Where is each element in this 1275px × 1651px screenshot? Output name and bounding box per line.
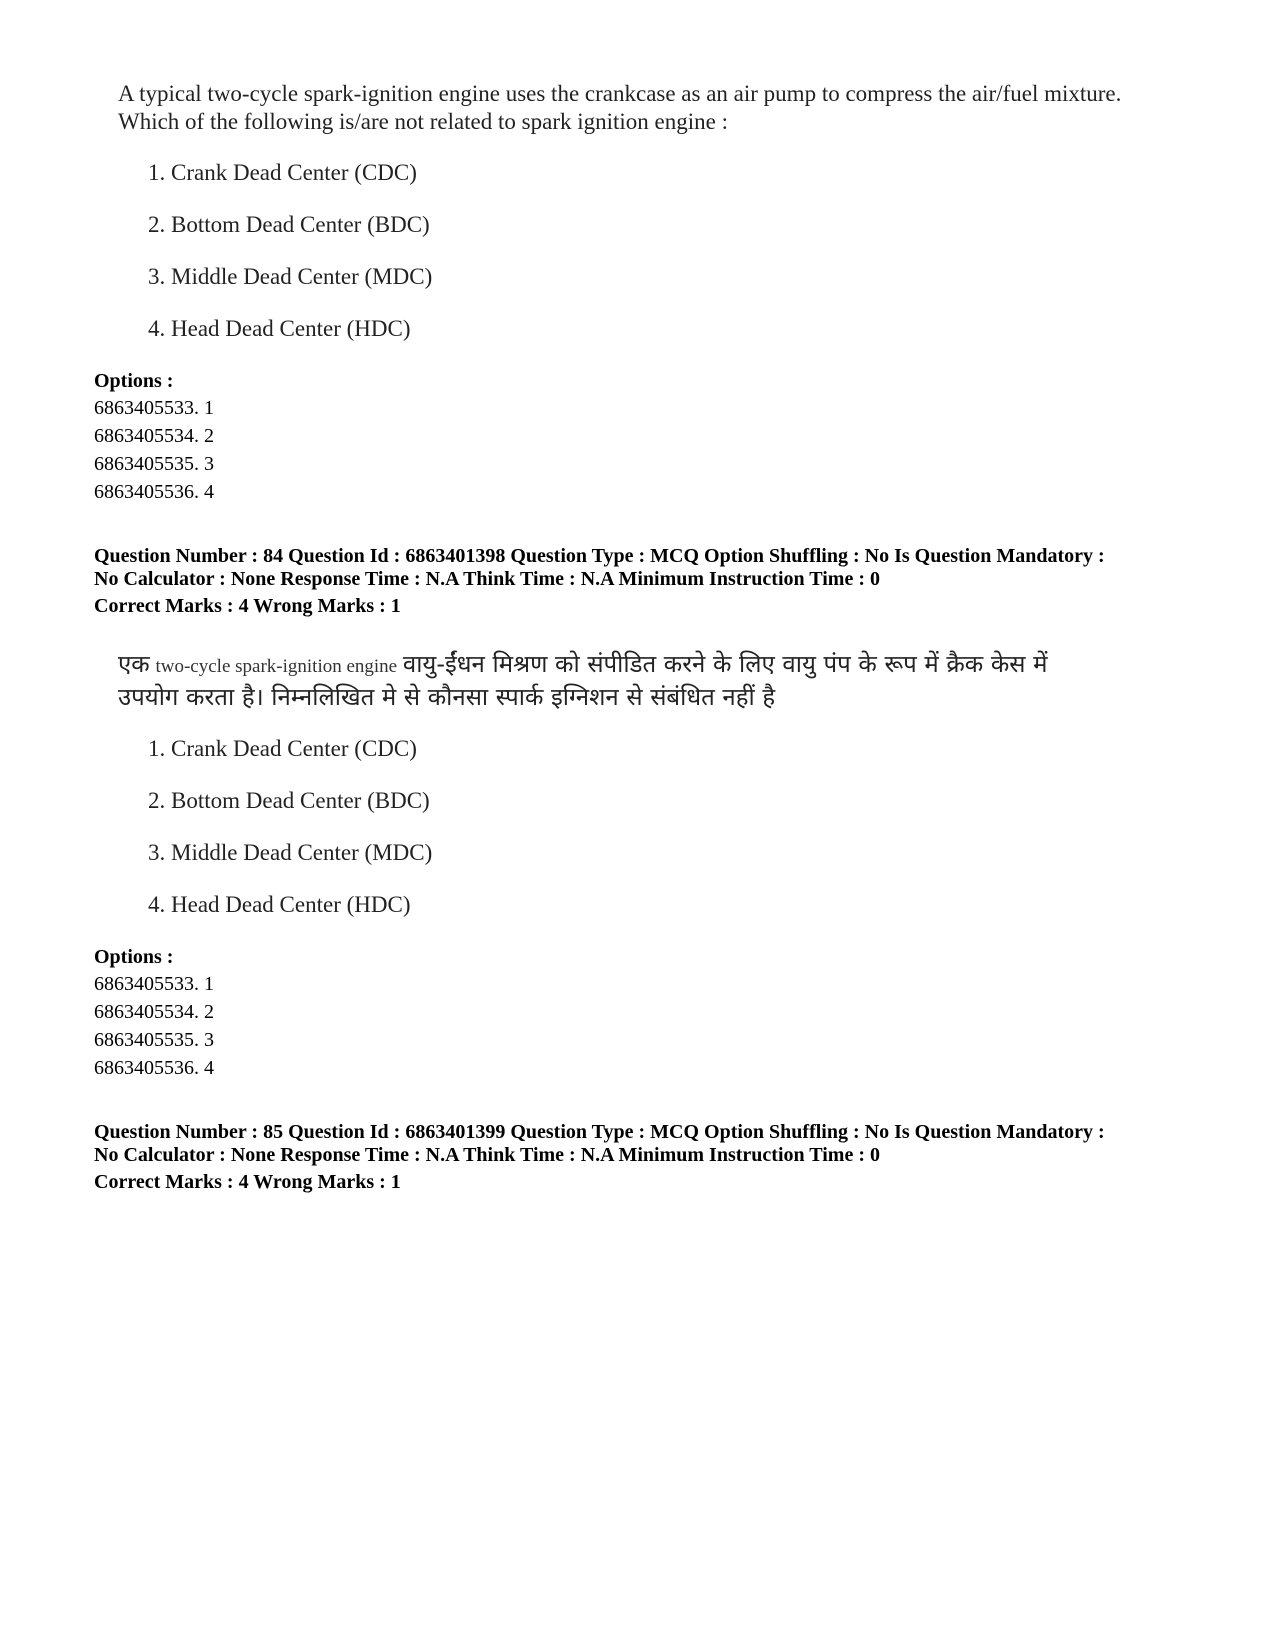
option-item: 6863405533. 1 — [94, 973, 214, 995]
option-item: 6863405535. 3 — [94, 453, 214, 475]
list-item: 3. Middle Dead Center (MDC) — [148, 264, 433, 289]
marks-info: Correct Marks : 4 Wrong Marks : 1 — [94, 595, 401, 617]
question-line: Which of the following is/are not related to spark ignition engine : — [118, 109, 728, 134]
question-text-hindi — [118, 650, 1048, 711]
english-term: two-cycle spark-ignition engine — [155, 656, 398, 677]
options-label: Options : — [94, 370, 174, 392]
list-item: 2. Bottom Dead Center (BDC) — [148, 788, 430, 813]
question-meta: No Calculator : None Response Time : N.A Think Time : N.A Minimum Instruction Time : 0 — [94, 568, 880, 590]
question-meta: No Calculator : None Response Time : N.A Think Time : N.A Minimum Instruction Time : 0 — [94, 1144, 880, 1166]
list-item: 1. Crank Dead Center (CDC) — [148, 160, 417, 185]
question-meta: Question Number : 85 Question Id : 6863401399 Question Type : MCQ Option Shuffling : No Is Question Mandatory : — [94, 1121, 1105, 1143]
option-item: 6863405534. 2 — [94, 425, 214, 447]
marks-info: Correct Marks : 4 Wrong Marks : 1 — [94, 1171, 401, 1193]
options-label: Options : — [94, 946, 174, 968]
hindi-text: एक — [118, 650, 150, 678]
question-text-english — [118, 80, 1121, 136]
option-item: 6863405533. 1 — [94, 397, 214, 419]
list-item: 4. Head Dead Center (HDC) — [148, 892, 411, 917]
list-item: 1. Crank Dead Center (CDC) — [148, 736, 417, 761]
list-item: 4. Head Dead Center (HDC) — [148, 316, 411, 341]
question-meta: Question Number : 84 Question Id : 6863401398 Question Type : MCQ Option Shuffling : No Is Question Mandatory : — [94, 545, 1105, 567]
list-item: 2. Bottom Dead Center (BDC) — [148, 212, 430, 237]
option-item: 6863405535. 3 — [94, 1029, 214, 1051]
option-item: 6863405534. 2 — [94, 1001, 214, 1023]
hindi-text: वायु-ईंधन मिश्रण को संपीडित करने के लिए वायु पंप के रूप में क्रैक केस में — [402, 650, 1048, 678]
option-item: 6863405536. 4 — [94, 1057, 214, 1079]
question-line: A typical two-cycle spark-ignition engine uses the crankcase as an air pump to compress the air/fuel mixture. — [118, 81, 1122, 106]
option-item: 6863405536. 4 — [94, 481, 214, 503]
hindi-text: उपयोग करता है। निम्नलिखित मे से कौनसा स्पार्क इग्निशन से संबंधित नहीं है — [118, 683, 776, 711]
list-item: 3. Middle Dead Center (MDC) — [148, 840, 433, 865]
